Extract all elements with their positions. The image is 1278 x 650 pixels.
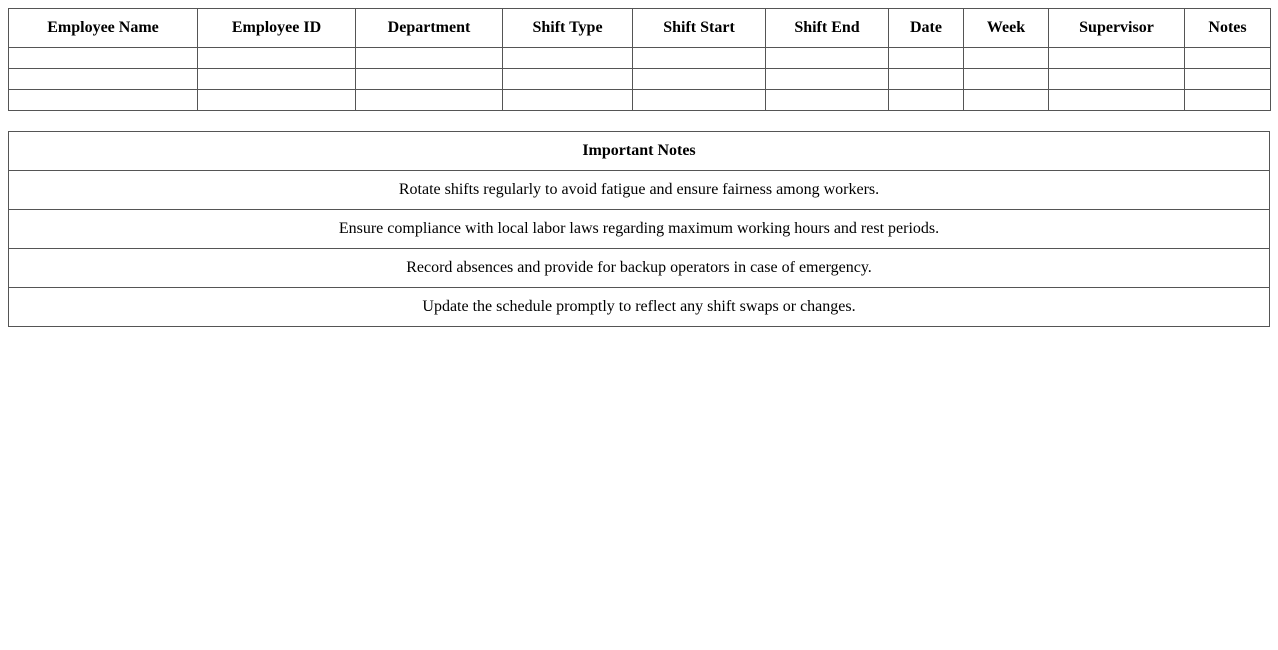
cell-department[interactable]	[356, 48, 503, 69]
cell-shift-start[interactable]	[633, 69, 766, 90]
cell-shift-end[interactable]	[766, 90, 889, 111]
cell-week[interactable]	[964, 48, 1049, 69]
column-header-supervisor: Supervisor	[1049, 9, 1185, 48]
cell-shift-start[interactable]	[633, 90, 766, 111]
column-header-notes: Notes	[1185, 9, 1271, 48]
cell-shift-end[interactable]	[766, 69, 889, 90]
note-item: Update the schedule promptly to reflect any shift swaps or changes.	[9, 288, 1270, 327]
cell-notes[interactable]	[1185, 90, 1271, 111]
notes-header-row	[9, 132, 1270, 171]
cell-notes[interactable]	[1185, 48, 1271, 69]
cell-employee-id[interactable]	[198, 48, 356, 69]
shift-schedule-table	[8, 8, 1271, 111]
cell-department[interactable]	[356, 90, 503, 111]
note-item: Ensure compliance with local labor laws regarding maximum working hours and rest periods.	[9, 210, 1270, 249]
note-row	[9, 288, 1270, 327]
cell-week[interactable]	[964, 90, 1049, 111]
cell-shift-type[interactable]	[503, 48, 633, 69]
table-header-row	[9, 9, 1271, 48]
column-header-employee-id: Employee ID	[198, 9, 356, 48]
note-row	[9, 210, 1270, 249]
column-header-shift-type: Shift Type	[503, 9, 633, 48]
column-header-week: Week	[964, 9, 1049, 48]
cell-employee-name[interactable]	[9, 90, 198, 111]
note-item: Record absences and provide for backup operators in case of emergency.	[9, 249, 1270, 288]
cell-shift-start[interactable]	[633, 48, 766, 69]
important-notes-table	[8, 131, 1270, 327]
notes-title: Important Notes	[9, 132, 1270, 171]
column-header-date: Date	[889, 9, 964, 48]
cell-date[interactable]	[889, 69, 964, 90]
column-header-department: Department	[356, 9, 503, 48]
cell-date[interactable]	[889, 48, 964, 69]
table-row	[9, 90, 1271, 111]
cell-employee-id[interactable]	[198, 69, 356, 90]
table-row	[9, 48, 1271, 69]
note-row	[9, 171, 1270, 210]
column-header-shift-start: Shift Start	[633, 9, 766, 48]
cell-supervisor[interactable]	[1049, 90, 1185, 111]
column-header-employee-name: Employee Name	[9, 9, 198, 48]
cell-department[interactable]	[356, 69, 503, 90]
note-row	[9, 249, 1270, 288]
note-item: Rotate shifts regularly to avoid fatigue and ensure fairness among workers.	[9, 171, 1270, 210]
column-header-shift-end: Shift End	[766, 9, 889, 48]
cell-date[interactable]	[889, 90, 964, 111]
table-row	[9, 69, 1271, 90]
cell-shift-end[interactable]	[766, 48, 889, 69]
cell-shift-type[interactable]	[503, 69, 633, 90]
page-content	[8, 8, 1270, 327]
cell-shift-type[interactable]	[503, 90, 633, 111]
cell-supervisor[interactable]	[1049, 48, 1185, 69]
cell-employee-name[interactable]	[9, 69, 198, 90]
cell-supervisor[interactable]	[1049, 69, 1185, 90]
cell-notes[interactable]	[1185, 69, 1271, 90]
cell-week[interactable]	[964, 69, 1049, 90]
cell-employee-id[interactable]	[198, 90, 356, 111]
cell-employee-name[interactable]	[9, 48, 198, 69]
